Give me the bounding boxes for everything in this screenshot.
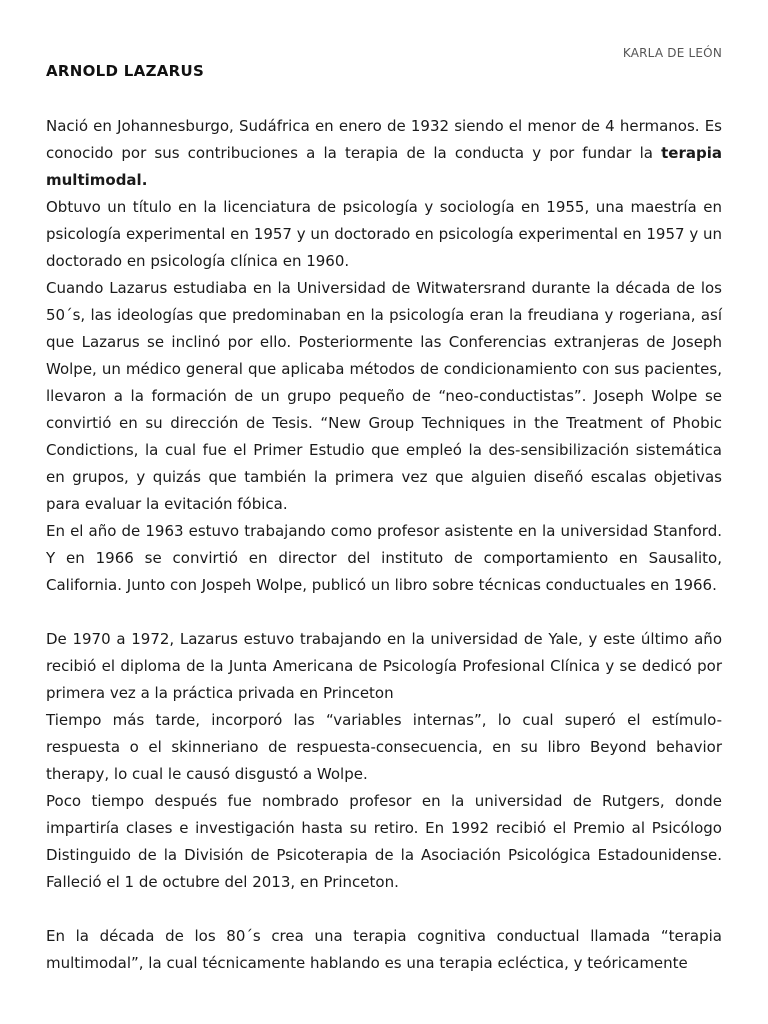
paragraph-birth-bold: terapia multimodal.: [46, 144, 722, 189]
paragraph-yale: De 1970 a 1972, Lazarus estuvo trabajando en la universidad de Yale, y este último año recibió el diploma de la Junta Americana de Psicología Profesional Clínica y se dedicó por primera vez a la práctica privada en Princeton: [46, 630, 722, 702]
document-body: [46, 113, 722, 977]
paragraph-education: Obtuvo un título en la licenciatura de psicología y sociología en 1955, una maestría en psicología experimental en 1957 y un doctorado en psicología experimental en 1957 y un doctorado en psicología clínica en 1960.: [46, 198, 722, 270]
paragraph-stanford: En el año de 1963 estuvo trabajando como profesor asistente en la universidad Stanford. Y en 1966 se convirtió en director del instituto de comportamiento en Sausalito, California. Junto con Jospeh Wolpe, publicó un libro sobre técnicas conductuales en 1966.: [46, 522, 722, 594]
paragraph-university: Cuando Lazarus estudiaba en la Universidad de Witwatersrand durante la década de los 50´s, las ideologías que predominaban en la psicología eran la freudiana y rogeriana, así que Lazarus se inclinó por ello. Posteriormente las Conferencias extranjeras de Joseph Wolpe, un médico general que aplicaba métodos de condicionamiento con sus pacientes, llevaron a la formación de un grupo pequeño de “neo-conductistas”. Joseph Wolpe se convirtió en su dirección de Tesis. “New Group Techniques in the Treatment of Phobic Condictions, la cual fue el Primer Estudio que empleó la des-sensibilización sistemática en grupos, y quizás que también la primera vez que alguien diseñó escalas objetivas para evaluar la evitación fóbica.: [46, 279, 722, 513]
paragraph-birth-text: Nació en Johannesburgo, Sudáfrica en enero de 1932 siendo el menor de 4 hermanos. Es conocido por sus contribuciones a la terapia de la conducta y por fundar la: [46, 117, 722, 162]
header-author: KARLA DE LEÓN: [622, 46, 722, 60]
paragraph-multimodal: En la década de los 80´s crea una terapia cognitiva conductual llamada “terapia multimodal”, la cual técnicamente hablando es una terapia ecléctica, y teóricamente: [46, 927, 722, 972]
paragraph-birth: [46, 113, 722, 194]
document-title: ARNOLD LAZARUS: [46, 62, 205, 80]
paragraph-rutgers: Poco tiempo después fue nombrado profesor en la universidad de Rutgers, donde impartiría clases e investigación hasta su retiro. En 1992 recibió el Premio al Psicólogo Distinguido de la División de Psicoterapia de la Asociación Psicológica Estadounidense. Falleció el 1 de octubre del 2013, en Princeton.: [46, 792, 722, 891]
paragraph-internal-variables: Tiempo más tarde, incorporó las “variables internas”, lo cual superó el estímulo-respuesta o el skinneriano de respuesta-consecuencia, en su libro Beyond behavior therapy, lo cual le causó disgustó a Wolpe.: [46, 711, 722, 783]
